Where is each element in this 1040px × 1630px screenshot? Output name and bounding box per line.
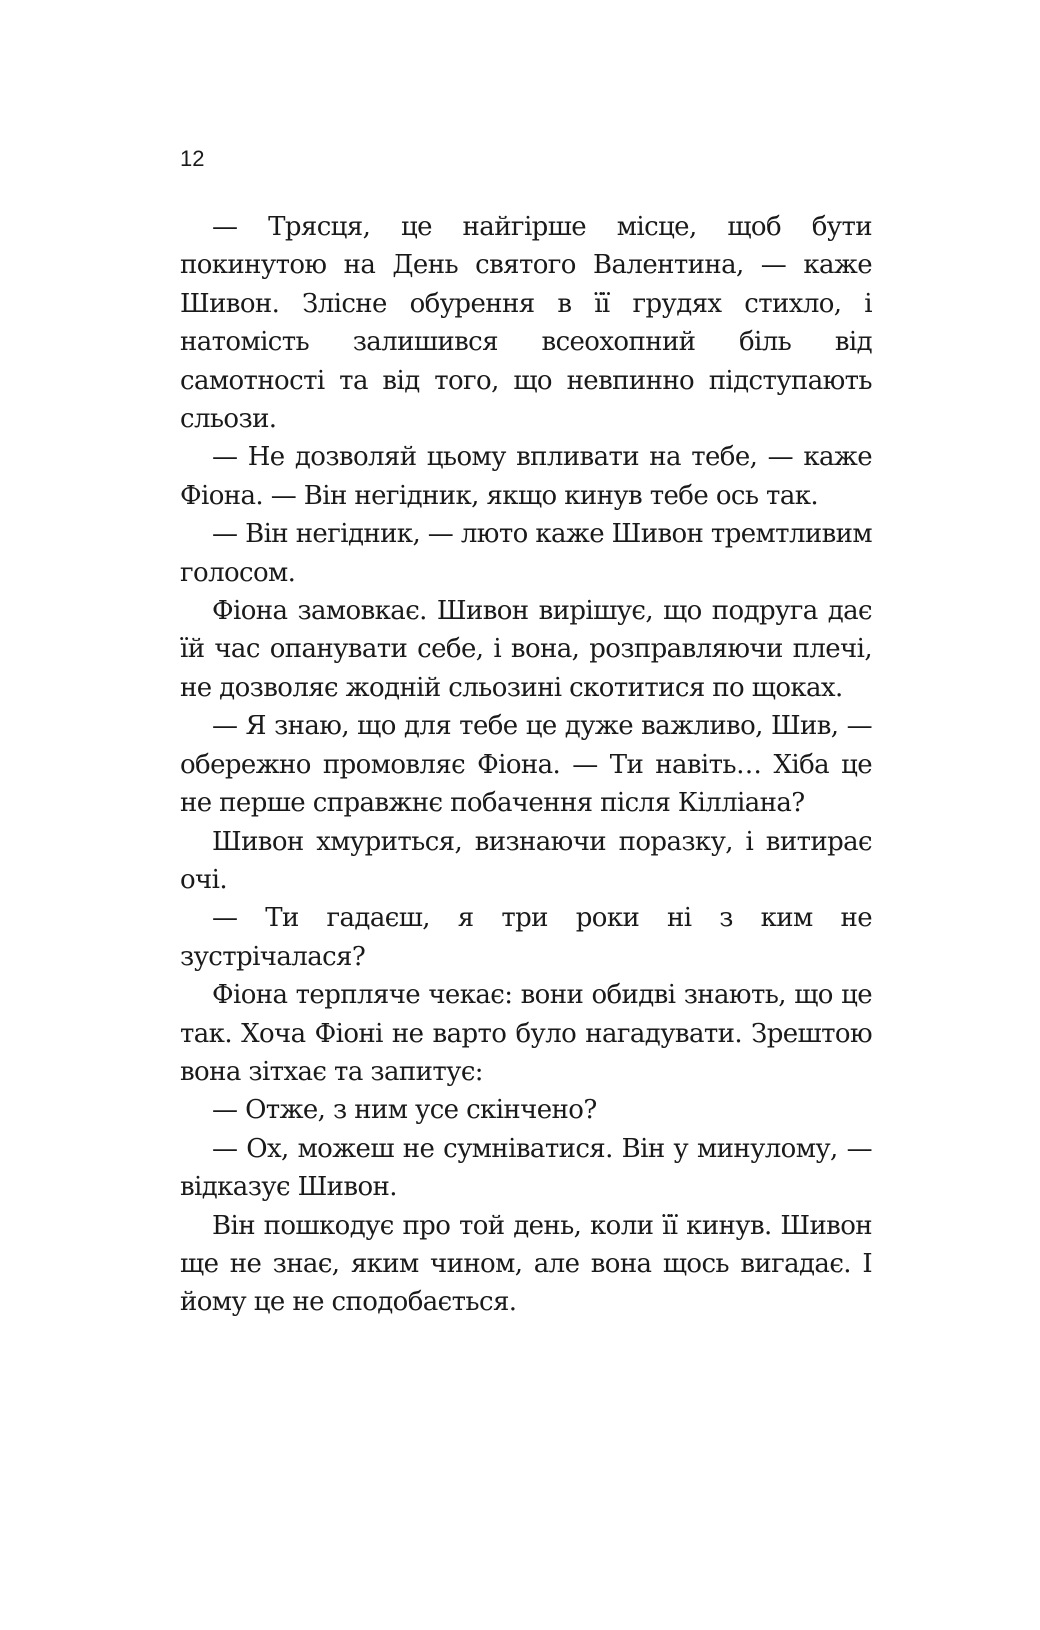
paragraph: Шивон хмуриться, визнаючи поразку, і витирає очі. bbox=[180, 826, 872, 895]
page-number: 12 bbox=[180, 146, 205, 171]
paragraph: — Я знаю, що для тебе це дуже важливо, Шив, — обережно промовляє Фіона. — Ти навіть… Хіба це не перше справжнє побачення після Кілліана? bbox=[180, 711, 872, 819]
paragraph: — Отже, з ним усе скінчено? bbox=[212, 1095, 597, 1126]
paragraph: — Трясця, це найгірше місце, щоб бути покинутою на День святого Валентина, — каже Шивон. Злісне обурення в її грудях стихло, і натомість залишився всеохопний біль від самотності та від того, що невпинно підступають сльози. bbox=[180, 212, 872, 435]
paragraph: Фіона терпляче чекає: вони обидві знають, що це так. Хоча Фіоні не варто було нагадувати. Зрештою вона зітхає та запитує: bbox=[180, 980, 872, 1087]
paragraph: Він пошкодує про той день, коли її кинув. Шивон ще не знає, яким чином, але вона щось вигадає. І йому це не сподобається. bbox=[180, 1210, 872, 1318]
body-text bbox=[180, 208, 872, 1322]
paragraph: — Він негідник, — люто каже Шивон тремтливим голосом. bbox=[180, 519, 872, 588]
paragraph: — Ти гадаєш, я три роки ні з ким не зустрічалася? bbox=[180, 903, 872, 972]
paragraph: — Не дозволяй цьому впливати на тебе, — каже Фіона. — Він негідник, якщо кинув тебе ось так. bbox=[180, 442, 872, 511]
paragraph: Фіона замовкає. Шивон вирішує, що подруга дає їй час опанувати себе, і вона, розправляючи плечі, не дозволяє жодній сльозині скотитися по щоках. bbox=[180, 596, 872, 703]
paragraph: — Ох, можеш не сумніватися. Він у минулому, — відказує Шивон. bbox=[180, 1133, 872, 1203]
